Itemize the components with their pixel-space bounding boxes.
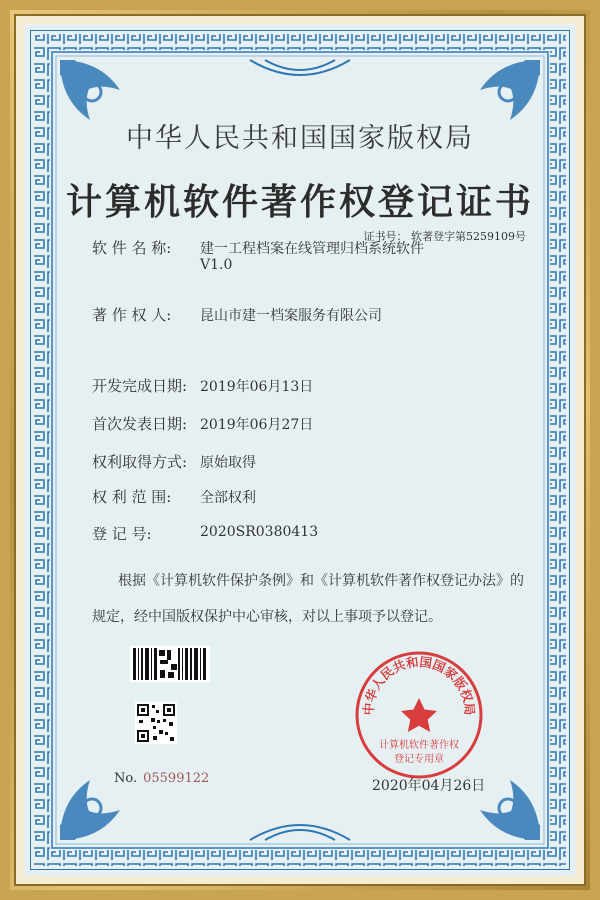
qr-code-icon xyxy=(135,702,177,744)
serial-value: 05599122 xyxy=(143,771,210,786)
barcode-icon xyxy=(130,646,210,682)
label-copyright-owner: 著 作 权 人: xyxy=(92,306,172,324)
value-registration-number: 2020SR0380413 xyxy=(200,524,319,540)
statement-line-2: 规定，经中国版权保护中心审核，对以上事项予以登记。 xyxy=(92,609,442,625)
label-development-date: 开发完成日期: xyxy=(92,377,188,395)
value-rights-scope: 全部权利 xyxy=(200,490,256,506)
certificate-paper xyxy=(24,24,576,876)
official-seal-icon xyxy=(354,650,484,780)
value-acquisition-method: 原始取得 xyxy=(200,455,256,471)
label-registration-number: 登 记 号: xyxy=(92,525,152,543)
serial-prefix: No. xyxy=(114,771,138,786)
ornamental-border xyxy=(30,30,570,870)
label-acquisition-method: 权利取得方式: xyxy=(92,453,188,471)
value-software-version: V1.0 xyxy=(200,257,233,273)
issue-date: 2020年04月26日 xyxy=(372,778,486,794)
seal-ring-text: 中华人民共和国国家版权局 xyxy=(360,654,478,716)
seal-line-1: 计算机软件著作权 xyxy=(379,740,459,751)
label-software-name: 软 件 名 称: xyxy=(92,239,172,257)
issuer-name: 中华人民共和国国家版权局 xyxy=(126,123,474,154)
certificate-title: 计算机软件著作权登记证书 xyxy=(65,181,534,223)
statement-line-1: 根据《计算机软件保护条例》和《计算机软件著作权登记办法》的 xyxy=(118,573,524,589)
value-development-date: 2019年06月13日 xyxy=(200,379,314,395)
serial-number xyxy=(114,771,209,786)
value-publication-date: 2019年06月27日 xyxy=(200,417,314,433)
label-publication-date: 首次发表日期: xyxy=(92,415,188,433)
value-copyright-owner: 昆山市建一档案服务有限公司 xyxy=(200,308,382,324)
label-rights-scope: 权 利 范 围: xyxy=(92,488,172,506)
seal-line-2: 登记专用章 xyxy=(394,754,444,765)
value-software-name: 建一工程档案在线管理归档系统软件 xyxy=(200,241,424,257)
seal-star-icon xyxy=(401,698,437,732)
certificate-number: 证书号： 软著登字第5259109号 xyxy=(363,230,526,243)
